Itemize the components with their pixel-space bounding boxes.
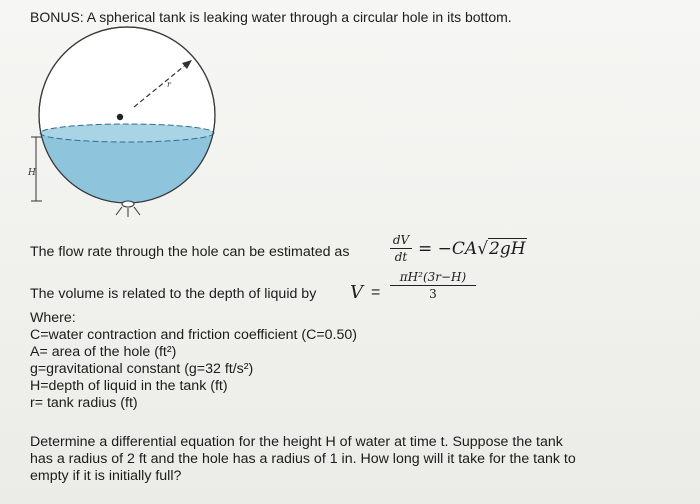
volume-numerator: πH²(3r−H) xyxy=(399,270,467,284)
question-line-3: empty if it is initially full? xyxy=(30,468,182,484)
volume-equals: = xyxy=(371,284,381,301)
where-item-g: g=gravitational constant (g=32 ft/s²) xyxy=(30,361,254,377)
question-line-1: Determine a differential equation for the height H of water at time t. Suppose the tank xyxy=(30,434,563,450)
flow-rate-text: The flow rate through the hole can be estimated as xyxy=(30,244,350,260)
center-point xyxy=(117,114,123,120)
dv-dt-fraction xyxy=(390,233,412,264)
sqrt-argument: 2gH xyxy=(489,239,526,259)
radius-label: r xyxy=(167,80,171,89)
dv-numerator: dV xyxy=(392,233,410,247)
question-line-2: has a radius of 2 ft and the hole has a radius of 1 in. How long will it take for the tank to xyxy=(30,451,576,467)
flow-rhs: = −CA√2gH xyxy=(418,239,526,259)
spherical-tank-diagram xyxy=(22,25,232,225)
flow-rhs-text: = −CA xyxy=(418,239,478,259)
volume-text: The volume is related to the depth of liquid by xyxy=(30,286,317,302)
where-item-a: A= area of the hole (ft²) xyxy=(30,344,177,360)
where-item-r: r= tank radius (ft) xyxy=(30,395,138,411)
volume-denominator: 3 xyxy=(429,287,437,301)
volume-fraction xyxy=(390,270,476,301)
volume-var: V xyxy=(350,282,363,303)
problem-title: BONUS: A spherical tank is leaking water through a circular hole in its bottom. xyxy=(30,9,512,25)
water-surface xyxy=(40,124,214,142)
height-label: H xyxy=(28,168,36,178)
where-item-h: H=depth of liquid in the tank (ft) xyxy=(30,378,228,394)
where-heading: Where: xyxy=(30,310,76,326)
hole xyxy=(122,201,134,207)
where-item-c: C=water contraction and friction coefficient (C=0.50) xyxy=(30,327,358,343)
dt-denominator: dt xyxy=(394,250,408,264)
